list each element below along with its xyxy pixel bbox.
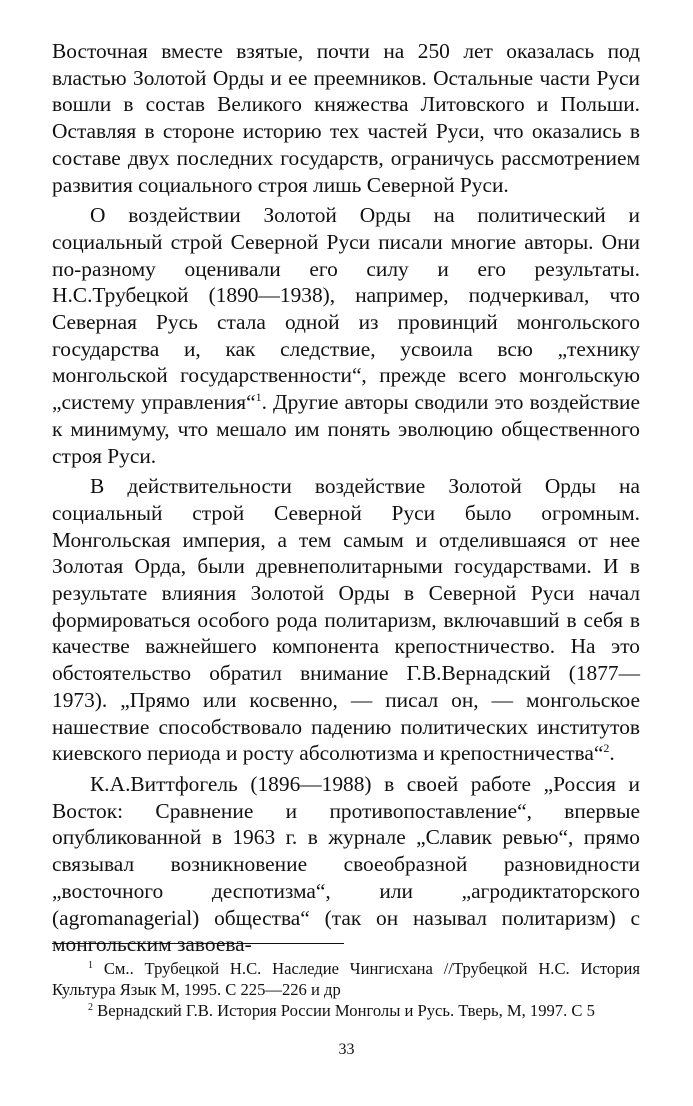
paragraph-2 [52,202,640,469]
paragraph-1-text: Восточная вместе взятые, почти на 250 лет оказалась под властью Золотой Орды и ее преемников. Остальные части Руси вошли в состав Великого княжества Литовского и Польши. Оставляя в стороне историю тех частей Руси, что оказались в составе двух последних государств, ограничусь рассмотрением развития социального строя лишь Северной Руси. [52,39,640,197]
paragraph-3-text-b: . [609,741,615,766]
footnote-2-text: Вернадский Г.В. История России Монголы и Русь. Тверь, М, 1997. С 5 [93,1001,595,1020]
footnote-1 [52,958,640,1000]
main-text [52,38,640,958]
footnote-divider [52,943,344,944]
footnote-ref-2[interactable]: 2 [603,741,610,756]
footnotes-section [52,943,640,1021]
paragraph-3 [52,473,640,767]
paragraph-3-text-a: В действительности воздействие Золотой Орды на социальный строй Северной Руси было огромным. Монгольская империя, а тем самым и отделившаяся от нее Золотая Орда, были древнеполитарными государствами. И в результате влияния Золотой Орды в Северной Руси начал формироваться особого рода политаризм, включавший в себя в качестве важнейшего компонента крепостничество. На это обстоятельство обратил внимание Г.В.Вернадский (1877—1973). „Прямо или косвенно, — писал он, — монгольское нашествие способствовало падению политических институтов киевского периода и росту абсолютизма и крепостничества“ [52,474,640,766]
footnote-2 [52,1000,640,1021]
paragraph-2-text-b: . Другие авторы сводили это воздействие к минимуму, что мешало им понять эволюцию общественного строя Руси. [52,390,640,468]
footnote-1-text: См.. Трубецкой Н.С. Наследие Чингисхана //Трубецкой Н.С. История Культура Язык М, 1995. С 225—226 и др [52,959,640,999]
paragraph-4-text: К.А.Виттфогель (1896—1988) в своей работе „Россия и Восток: Сравнение и противопоставление“, впервые опубликованной в 1963 г. в журнале „Славик ревью“, прямо связывал возникновение своеобразной разновидности „восточного деспотизма“, или „агродиктаторского (agromanagerial) общества“ (так он называл политаризм) с монгольским завоева- [52,771,640,957]
paragraph-2-text-a: О воздействии Золотой Орды на политический и социальный строй Северной Руси писали многие авторы. Они по-разному оценивали его силу и его результаты. Н.С.Трубецкой (1890—1938), например, подчеркивал, что Северная Русь стала одной из провинций монгольского государства и, как следствие, усвоила всю „технику монгольской государственности“, прежде всего монгольскую „систему управления“ [52,203,640,415]
paragraph-1 [52,38,640,198]
paragraph-4 [52,771,640,958]
page-number: 33 [338,1041,355,1058]
footnote-2-number: 2 [88,1002,93,1013]
footnote-1-number: 1 [88,960,93,971]
footnote-ref-1[interactable]: 1 [255,390,262,405]
